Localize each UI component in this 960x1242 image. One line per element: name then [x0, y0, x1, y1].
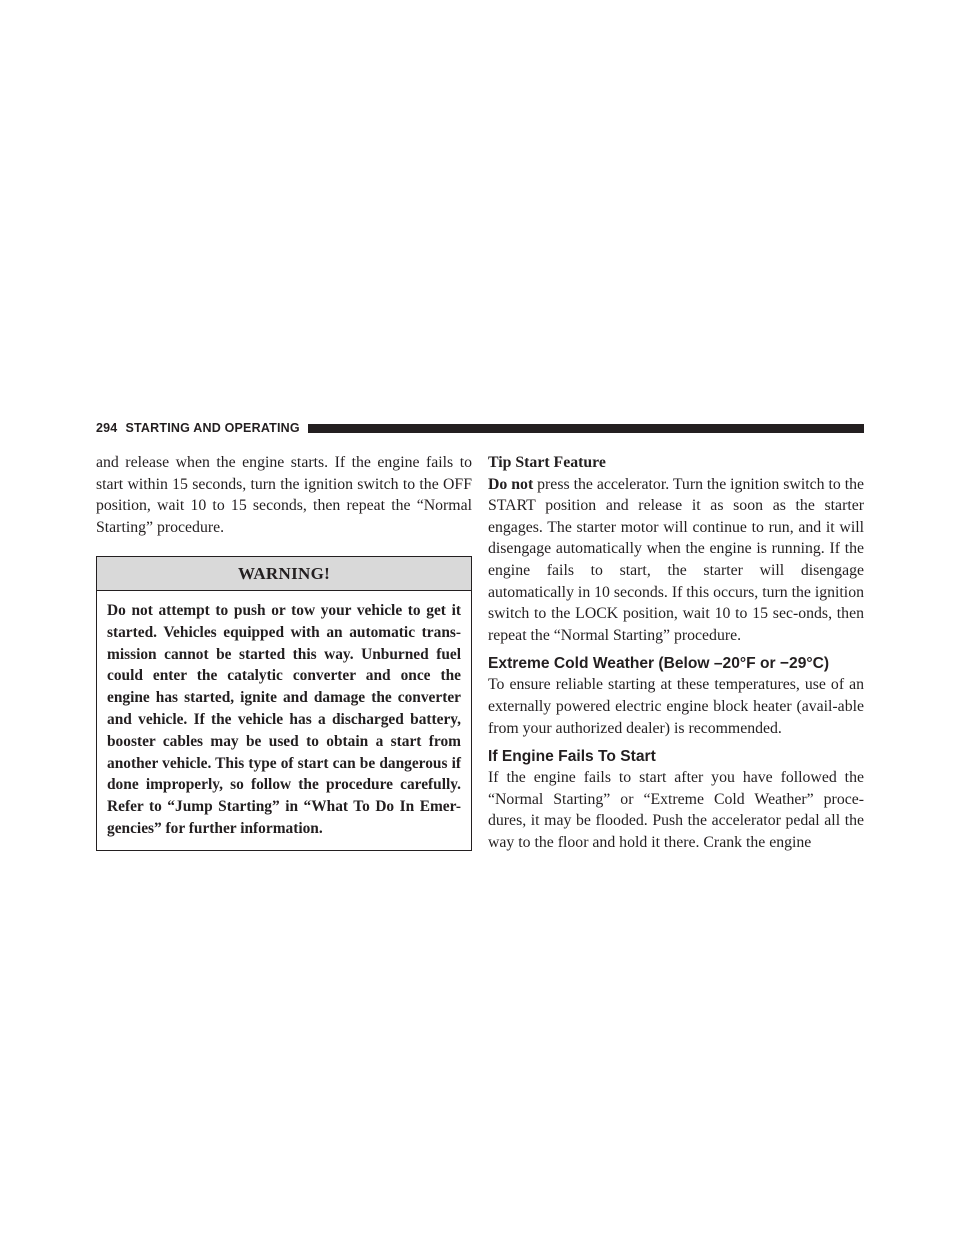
intro-paragraph: and release when the engine starts. If the engine fails to start within 15 seconds, turn the ignition switch to the OFF position, wait 10 to 15 seconds, then repeat the “Normal Starting” procedure. [96, 454, 472, 536]
header-rule [308, 424, 864, 433]
tip-start-text: press the accelerator. Turn the ignition switch to the START position and release it as soon as the starter engages. The starter motor will continue to run, and it will disengage automatically when the engine is running. If the engine fails to start, the starter will disengage automatically in 10 seconds. If this occurs, turn the ignition switch to the LOCK position, wait 10 to 15 sec-onds, then repeat the “Normal Starting” procedure. [488, 475, 864, 644]
header-text [96, 421, 300, 435]
extreme-cold-paragraph: To ensure reliable starting at these temperatures, use of an externally powered electric engine block heater (avail-able from your authorized dealer) is recommended. [488, 676, 864, 737]
left-column [96, 452, 472, 851]
warning-box [96, 556, 472, 850]
page-number: 294 [96, 421, 118, 435]
fails-to-start-heading: If Engine Fails To Start [488, 748, 656, 766]
warning-title: WARNING! [97, 557, 471, 591]
tip-start-lead: Do not [488, 475, 534, 493]
right-column [488, 452, 864, 854]
fails-to-start-paragraph: If the engine fails to start after you have followed the “Normal Starting” or “Extreme Cold Weather” proce-dures, it may be flooded. Push the accelerator pedal all the way to the floor and hold it there. Crank the engine [488, 769, 864, 851]
tip-start-paragraph [488, 474, 864, 647]
extreme-cold-heading: Extreme Cold Weather (Below –20°F or −29°C) [488, 655, 830, 673]
tip-start-heading: Tip Start Feature [488, 454, 606, 471]
warning-body: Do not attempt to push or tow your vehicle to get it started. Vehicles equipped with an automatic trans-mission cannot be started this way. Unburned fuel could enter the catalytic converter and once the engine has started, ignite and damage the converter and vehicle. If the vehicle has a discharged battery, booster cables may be used to obtain a start from another vehicle. This type of start can be dangerous if done improperly, so follow the procedure carefully. Refer to “Jump Starting” in “What To Do In Emer-gencies” for further information. [107, 601, 461, 837]
page-header [96, 418, 864, 438]
section-title: STARTING AND OPERATING [125, 421, 300, 435]
